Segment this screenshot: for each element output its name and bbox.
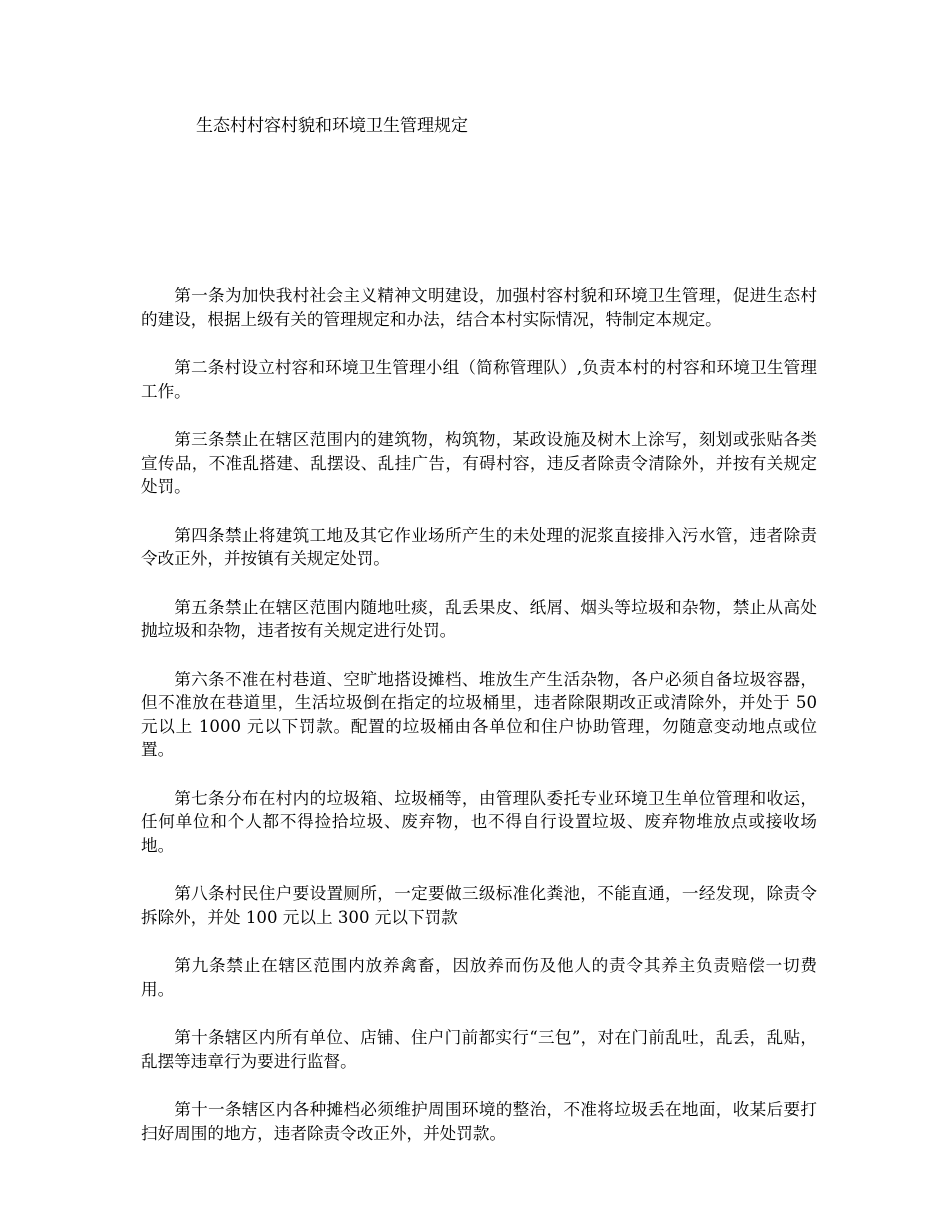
article-4: 第四条禁止将建筑工地及其它作业场所产生的未处理的泥浆直接排入污水管，违者除责令改正外，并按镇有关规定处罚。 [141, 525, 817, 568]
article-2: 第二条村设立村容和环境卫生管理小组（简称管理队）,负责本村的村容和环境卫生管理工作。 [141, 358, 817, 401]
article-1: 第一条为加快我村社会主义精神文明建设，加强村容村貌和环境卫生管理，促进生态村的建设，根据上级有关的管理规定和办法，结合本村实际情况，特制定本规定。 [141, 286, 817, 329]
article-11: 第十一条辖区内各种摊档必须维护周围环境的整治，不准将垃圾丢在地面，收某后要打扫好周围的地方，违者除责令改正外，并处罚款。 [141, 1100, 817, 1143]
article-5: 第五条禁止在辖区范围内随地吐痰，乱丢果皮、纸屑、烟头等垃圾和杂物，禁止从高处抛垃圾和杂物，违者按有关规定进行处罚。 [141, 597, 817, 640]
article-6: 第六条不准在村巷道、空旷地搭设摊档、堆放生产生活杂物，各户必须自备垃圾容器，但不准放在巷道里，生活垃圾倒在指定的垃圾桶里，违者除限期改正或清除外，并处于 50 元以上 1000 元以下罚款。配置的垃圾桶由各单位和住户协助管理，勿随意变动地点或位置。 [141, 669, 817, 759]
document-title: 生态村村容村貌和环境卫生管理规定 [196, 116, 468, 136]
article-7: 第七条分布在村内的垃圾箱、垃圾桶等，由管理队委托专业环境卫生单位管理和收运，任何单位和个人都不得捡拾垃圾、废弃物，也不得自行设置垃圾、废弃物堆放点或接收场地。 [141, 788, 817, 855]
article-3: 第三条禁止在辖区范围内的建筑物，构筑物，某政设施及树木上涂写，刻划或张贴各类宣传品，不准乱搭建、乱摆设、乱挂广告，有碍村容，违反者除责令清除外，并按有关规定处罚。 [141, 430, 817, 496]
article-8: 第八条村民住户要设置厕所，一定要做三级标准化粪池，不能直通，一经发现，除责令拆除外，并处 100 元以上 300 元以下罚款 [141, 884, 817, 927]
article-10: 第十条辖区内所有单位、店铺、住户门前都实行“三包”，对在门前乱吐，乱丢，乱贴，乱摆等违章行为要进行监督。 [141, 1028, 817, 1071]
article-9: 第九条禁止在辖区范围内放养禽畜，因放养而伤及他人的责令其养主负责赔偿一切费用。 [141, 956, 817, 999]
document-body [141, 284, 817, 1170]
